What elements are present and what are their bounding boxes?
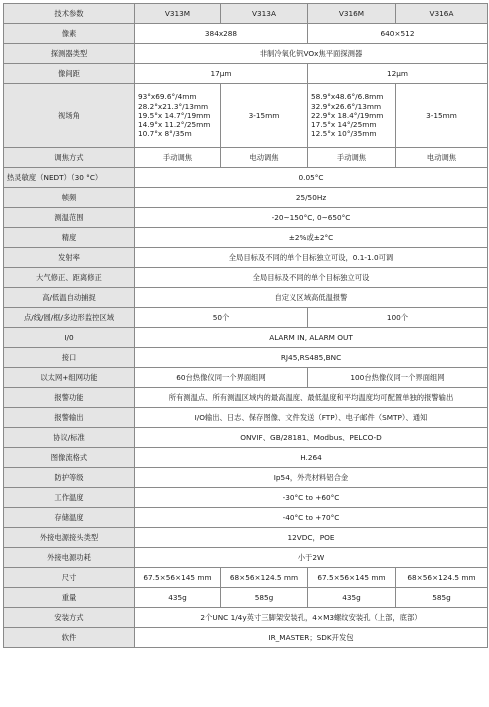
regions-v316: 100个 xyxy=(308,308,488,328)
fov-v313m: 93°x69.6°/4mm 28.2°x21.3°/13mm 19.5°x 14.7°/19mm 14.9°x 11.2°/25mm 10.7°x 8°/35m xyxy=(135,84,221,148)
size-v313m: 67.5×56×145 mm xyxy=(135,568,221,588)
header-label: 技术参数 xyxy=(4,4,135,24)
model-v313a: V313A xyxy=(221,4,308,24)
weight-v316a: 585g xyxy=(396,588,488,608)
weight-label: 重量 xyxy=(4,588,135,608)
row-hilo xyxy=(4,288,488,308)
interface-value: RJ45,RS485,BNC xyxy=(135,348,488,368)
row-op-temp xyxy=(4,488,488,508)
alarm-out-value: I/O输出、日志、保存图像、文件发送（FTP）、电子邮件（SMTP）、通知 xyxy=(135,408,488,428)
software-value: IR_MASTER；SDK开发包 xyxy=(135,628,488,648)
mount-value: 2个UNC 1/4y英寸三脚架安装孔，4×M3螺纹安装孔（上部，底部） xyxy=(135,608,488,628)
row-header xyxy=(4,4,488,24)
row-size xyxy=(4,568,488,588)
row-alarm-out xyxy=(4,408,488,428)
stream-label: 图像流格式 xyxy=(4,448,135,468)
weight-v316m: 435g xyxy=(308,588,396,608)
row-emissivity xyxy=(4,248,488,268)
row-power-use xyxy=(4,548,488,568)
row-detector xyxy=(4,44,488,64)
size-v316m: 67.5×56×145 mm xyxy=(308,568,396,588)
row-atmos xyxy=(4,268,488,288)
fps-label: 帧频 xyxy=(4,188,135,208)
row-range xyxy=(4,208,488,228)
hilo-value: 自定义区域高低温报警 xyxy=(135,288,488,308)
weight-v313a: 585g xyxy=(221,588,308,608)
row-mount xyxy=(4,608,488,628)
row-weight xyxy=(4,588,488,608)
row-software xyxy=(4,628,488,648)
row-protocol xyxy=(4,428,488,448)
detector-value: 非制冷氧化钒VOx焦平面探测器 xyxy=(135,44,488,64)
atmos-label: 大气修正、距离修正 xyxy=(4,268,135,288)
software-label: 软件 xyxy=(4,628,135,648)
pitch-v316: 12μm xyxy=(308,64,488,84)
protection-label: 防护等级 xyxy=(4,468,135,488)
model-v313m: V313M xyxy=(135,4,221,24)
hilo-label: 高/低温自动捕捉 xyxy=(4,288,135,308)
accuracy-value: ±2%或±2°C xyxy=(135,228,488,248)
size-label: 尺寸 xyxy=(4,568,135,588)
fov-v316m: 58.9°x48.6°/6.8mm 32.9°x26.6°/13mm 22.9°x 18.4°/19mm 17.5°x 14°/25mm 12.5°x 10°/35mm xyxy=(308,84,396,148)
row-stream xyxy=(4,448,488,468)
netd-value: 0.05°C xyxy=(135,168,488,188)
row-storage-temp xyxy=(4,508,488,528)
regions-label: 点/线/圆/框/多边形监控区域 xyxy=(4,308,135,328)
alarm-func-label: 报警功能 xyxy=(4,388,135,408)
range-value: -20~150°C, 0~650°C xyxy=(135,208,488,228)
power-use-label: 外接电源功耗 xyxy=(4,548,135,568)
focus-label: 调焦方式 xyxy=(4,148,135,168)
power-conn-value: 12VDC，POE xyxy=(135,528,488,548)
fov-label: 视场角 xyxy=(4,84,135,148)
row-pitch xyxy=(4,64,488,84)
fov-v313a: 3-15mm xyxy=(221,84,308,148)
ethernet-label: 以太网+组网功能 xyxy=(4,368,135,388)
op-temp-label: 工作温度 xyxy=(4,488,135,508)
protocol-value: ONVIF、GB/28181、Modbus、PELCO-D xyxy=(135,428,488,448)
pixels-v313: 384x288 xyxy=(135,24,308,44)
stream-value: H.264 xyxy=(135,448,488,468)
weight-v313m: 435g xyxy=(135,588,221,608)
alarm-func-value: 所有测温点、所有测温区域内的最高温度、最低温度和平均温度均可配置单独的报警输出 xyxy=(135,388,488,408)
fov-v316a: 3-15mm xyxy=(396,84,488,148)
row-fov xyxy=(4,84,488,148)
detector-label: 探测器类型 xyxy=(4,44,135,64)
row-alarm-func xyxy=(4,388,488,408)
netd-label: 热灵敏度（NEDT）（30 °C） xyxy=(4,168,135,188)
emissivity-value: 全局目标及不同的单个目标独立可设，0.1-1.0可调 xyxy=(135,248,488,268)
spec-table xyxy=(3,3,488,648)
atmos-value: 全局目标及不同的单个目标独立可设 xyxy=(135,268,488,288)
row-io xyxy=(4,328,488,348)
pixels-label: 像素 xyxy=(4,24,135,44)
size-v316a: 68×56×124.5 mm xyxy=(396,568,488,588)
accuracy-label: 精度 xyxy=(4,228,135,248)
ethernet-v316: 100台热像仪同一个界面组网 xyxy=(308,368,488,388)
fps-value: 25/50Hz xyxy=(135,188,488,208)
row-protection xyxy=(4,468,488,488)
io-value: ALARM IN, ALARM OUT xyxy=(135,328,488,348)
op-temp-value: -30°C to +60°C xyxy=(135,488,488,508)
row-fps xyxy=(4,188,488,208)
focus-v313a: 电动调焦 xyxy=(221,148,308,168)
power-use-value: 小于2W xyxy=(135,548,488,568)
pitch-label: 像间距 xyxy=(4,64,135,84)
model-v316m: V316M xyxy=(308,4,396,24)
regions-v313: 50个 xyxy=(135,308,308,328)
io-label: I/0 xyxy=(4,328,135,348)
row-ethernet xyxy=(4,368,488,388)
focus-v316m: 手动调焦 xyxy=(308,148,396,168)
focus-v313m: 手动调焦 xyxy=(135,148,221,168)
pitch-v313: 17μm xyxy=(135,64,308,84)
row-pixels xyxy=(4,24,488,44)
ethernet-v313: 60台热像仪同一个界面组网 xyxy=(135,368,308,388)
row-regions xyxy=(4,308,488,328)
emissivity-label: 发射率 xyxy=(4,248,135,268)
row-accuracy xyxy=(4,228,488,248)
row-power-conn xyxy=(4,528,488,548)
row-netd xyxy=(4,168,488,188)
storage-temp-label: 存储温度 xyxy=(4,508,135,528)
interface-label: 接口 xyxy=(4,348,135,368)
range-label: 测温范围 xyxy=(4,208,135,228)
storage-temp-value: -40°C to +70°C xyxy=(135,508,488,528)
alarm-out-label: 报警输出 xyxy=(4,408,135,428)
mount-label: 安装方式 xyxy=(4,608,135,628)
row-interface xyxy=(4,348,488,368)
row-focus xyxy=(4,148,488,168)
size-v313a: 68×56×124.5 mm xyxy=(221,568,308,588)
pixels-v316: 640×512 xyxy=(308,24,488,44)
power-conn-label: 外接电源接头类型 xyxy=(4,528,135,548)
focus-v316a: 电动调焦 xyxy=(396,148,488,168)
protocol-label: 协议/标准 xyxy=(4,428,135,448)
model-v316a: V316A xyxy=(396,4,488,24)
protection-value: Ip54，外壳材料铝合金 xyxy=(135,468,488,488)
